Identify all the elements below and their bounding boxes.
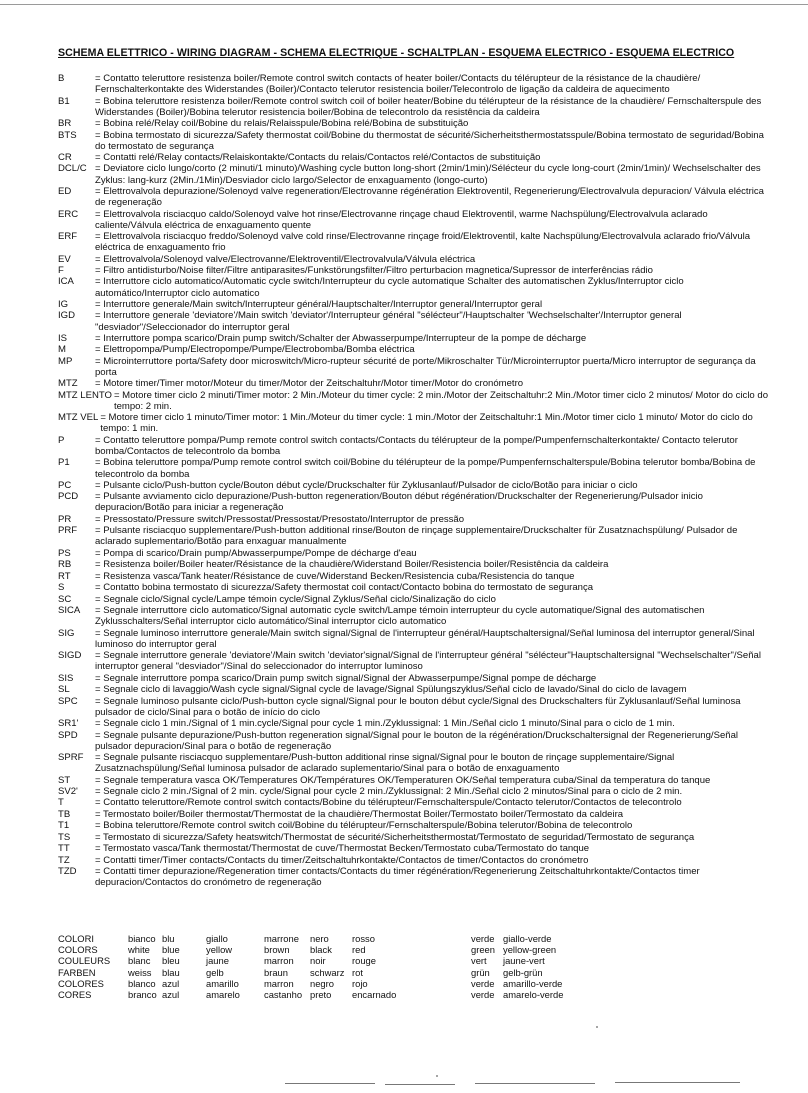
legend-code: SPD bbox=[58, 729, 78, 741]
legend-code: SC bbox=[58, 593, 72, 605]
legend-entry bbox=[58, 254, 770, 265]
legend-code: SV2' bbox=[58, 786, 78, 797]
legend-code: TZ bbox=[58, 854, 70, 866]
legend-code: ED bbox=[58, 186, 72, 197]
color-name: rosso bbox=[352, 933, 375, 944]
legend-entry bbox=[58, 650, 770, 672]
legend-entry bbox=[58, 673, 770, 684]
legend-code: TS bbox=[58, 831, 71, 843]
color-name: brown bbox=[264, 944, 290, 956]
legend-entry bbox=[58, 605, 770, 627]
legend-description: = Interruttore pompa scarico/Drain pump switch/Schalter der Abwasserpumpe/Interrupteur de la pompe de décharge bbox=[95, 332, 587, 344]
legend-description: = Segnale temperatura vasca OK/Temperatures OK/Températures OK/Temperaturen OK/Señal temperatura cuba/Sinal da temperatura do tanque bbox=[95, 774, 711, 786]
legend-description: = Elettrovalvola risciacquo freddo/Solenoyd valve cold rinse/Electrovanne rinçage froid/Elektroventil, kalte Nachspülung/Electrovalvula aclarado frio/Válvula eléctrica de enxaguamento frio bbox=[95, 231, 751, 254]
legend-code: RT bbox=[58, 570, 71, 582]
color-name: blue bbox=[162, 944, 180, 956]
legend-description: = Elettrovalvola/Solenoyd valve/Electrovanne/Elektroventil/Electrovalvula/Válvula eléctrica bbox=[95, 253, 476, 265]
color-name: amarillo bbox=[206, 977, 239, 989]
legend-entry bbox=[58, 832, 770, 843]
legend-description: = Segnale luminoso pulsante ciclo/Push-button cycle signal/Signal pour le bouton début cycle/Signal des Druckschalters für Zyklusanlauf/Señal luminosa pulsador de ciclo/Sinal para o botão de início do ciclo bbox=[95, 695, 741, 718]
legend-code: BR bbox=[58, 118, 72, 130]
legend-entry bbox=[58, 344, 770, 355]
legend-entry bbox=[58, 310, 770, 332]
legend-entry bbox=[58, 186, 770, 208]
legend-code: SIG bbox=[58, 627, 75, 639]
legend-code: SIGD bbox=[58, 650, 82, 662]
legend-entry bbox=[58, 843, 770, 854]
color-name: green bbox=[471, 944, 495, 956]
legend-code: IS bbox=[58, 332, 68, 344]
legend-code: PCD bbox=[58, 491, 79, 503]
legend-entry bbox=[58, 809, 770, 820]
legend-description: = Microinterruttore porta/Safety door microswitch/Micro-rupteur sécurité de porte/Mikroschalter Tür/Microinterruptor puerta/Micro interruptor de segurança da porta bbox=[95, 355, 756, 378]
color-name: azul bbox=[162, 977, 180, 989]
legend-code: MTZ LENTO bbox=[58, 389, 112, 401]
color-name: blanco bbox=[128, 977, 156, 989]
legend-description: = Filtro antidisturbo/Noise filter/Filtre antiparasites/Funkstörungsfilter/Filtro perturbacion magnetica/Supressor de interferências rádio bbox=[95, 265, 653, 277]
legend-description: = Contatto teleruttore resistenza boiler/Remote control switch contacts of heater boiler/Contacts du télérupteur de la résistance de la chaudière/ Fernschalterkontakte des Widerstandes (Boiler)/Contacto telerutor resistencia boiler/Telecontrolo de ligação da caldeira de aquecimento bbox=[95, 73, 701, 96]
legend-code: SICA bbox=[58, 605, 81, 617]
legend-description: = Elettropompa/Pump/Electropompe/Pumpe/Electrobomba/Bomba eléctrica bbox=[95, 344, 415, 356]
legend-description: = Motore timer ciclo 1 minuto/Timer motor: 1 Min./Moteur du timer cycle: 1 min./Motor der Zeitschaltuhr:1 Min./Motor timer ciclo 1 minuto/ Motor do ciclo do tempo: 1 min. bbox=[100, 412, 753, 435]
color-name: preto bbox=[310, 989, 332, 1001]
legend-code: DCL/C bbox=[58, 163, 87, 175]
color-name: giallo-verde bbox=[503, 933, 552, 944]
color-name: rojo bbox=[352, 977, 368, 989]
legend-code: S bbox=[58, 582, 65, 594]
color-name: negro bbox=[310, 977, 334, 989]
legend-description: = Contatti timer depurazione/Regeneration timer contacts/Contacts du timer régénération/Regenerierung Zeitschaltuhrkontakte/Contactos timer depuracion/Contactos do cronómetro de regeneração bbox=[95, 866, 700, 889]
color-name: gelb bbox=[206, 966, 224, 978]
legend-entry bbox=[58, 514, 770, 525]
legend-description: = Segnale interruttore pompa scarico/Drain pump switch signal/Signal der Abwasserpumpe/Signal pompe de décharge bbox=[95, 672, 597, 684]
legend-entry bbox=[58, 209, 770, 231]
legend-description: = Contatto bobina termostato di sicurezza/Safety thermostat coil contact/Contacto bobina do termostato de segurança bbox=[95, 582, 594, 594]
legend-entry bbox=[58, 491, 770, 513]
color-name: white bbox=[128, 944, 150, 956]
legend-code: M bbox=[58, 344, 66, 356]
color-row bbox=[58, 944, 583, 955]
legend-code: P1 bbox=[58, 457, 70, 469]
legend-description: = Pulsante avviamento ciclo depurazione/Push-button regeneration/Bouton début régénération/Druckschalter der Regenerierung/Pulsador inicio depuracion/Botão para iniciar a regeneração bbox=[95, 491, 703, 514]
wire-colors-table bbox=[58, 933, 583, 1000]
wiring-legend bbox=[58, 73, 770, 889]
legend-entry bbox=[58, 356, 770, 378]
color-name: verde bbox=[471, 933, 495, 944]
legend-description: = Interruttore ciclo automatico/Automatic cycle switch/Interrupteur du cycle automatique Schalter des automatischen Zyklus/Interruptor ciclo automático/Interruptor ciclo automatico bbox=[95, 276, 684, 299]
legend-description: = Elettrovalvola risciacquo caldo/Solenoyd valve hot rinse/Electrovanne rinçage chaud Elektroventil, warme Nachspülung/Electrovalvula aclarado caliente/Válvula eléctrica de enxaguamento quente bbox=[95, 208, 708, 231]
legend-entry bbox=[58, 480, 770, 491]
legend-description: = Bobina termostato di sicurezza/Safety thermostat coil/Bobine du thermostat de sécurité/Sicherheitsthermostatsspule/Bobina termostato de seguridad/Bobina do termostato de segurança bbox=[95, 129, 764, 152]
legend-description: = Segnale ciclo 2 min./Signal of 2 min. cycle/Signal pour cycle 2 min./Zyklussignal: 2 Min./Señal ciclo 2 minutos/Sinal para o ciclo de 2 min. bbox=[95, 786, 683, 797]
legend-description: = Resistenza boiler/Boiler heater/Résistance de la chaudière/Widerstand Boiler/Resistencia boiler/Resistência da caldeira bbox=[95, 559, 609, 571]
scan-dot bbox=[596, 1026, 598, 1028]
legend-code: T bbox=[58, 797, 64, 809]
color-language-label: COLORS bbox=[58, 944, 98, 956]
legend-code: MTZ VEL bbox=[58, 412, 99, 424]
legend-code: TT bbox=[58, 843, 70, 855]
legend-description: = Bobina relé/Relay coil/Bobine du relais/Relaisspule/Bobina relé/Bobina de substituição bbox=[95, 118, 469, 130]
legend-entry bbox=[58, 333, 770, 344]
legend-entry bbox=[58, 412, 770, 434]
legend-description: = Deviatore ciclo lungo/corto (2 minuti/1 minuto)/Washing cycle button long-short (2min/1min)/Sélécteur du cycle long-court (2min/1min)/ Wechselschalter des Zyklus: lang-kurz (2Min./1Min)/Desviador ciclo largo/Selector de enxaguamento (longo-curto) bbox=[95, 163, 761, 186]
color-name: giallo bbox=[206, 933, 228, 944]
page-title: SCHEMA ELETTRICO - WIRING DIAGRAM - SCHEMA ELECTRIQUE - SCHALTPLAN - ESQUEMA ELECTRICO - ESQUEMA ELECTRICO bbox=[58, 47, 735, 59]
color-name: gelb-grün bbox=[503, 966, 543, 978]
legend-description: = Segnale pulsante depurazione/Push-button regeneration signal/Signal pour le bouton de la régénération/Druckschaltersignal der Regenerierung/Señal pulsador depuracion/Sinal para o botão de regeneração bbox=[95, 729, 738, 752]
color-name: yellow-green bbox=[503, 944, 557, 956]
legend-code: BTS bbox=[58, 129, 77, 141]
legend-code: ERF bbox=[58, 231, 78, 243]
color-name: grün bbox=[471, 966, 490, 978]
legend-entry bbox=[58, 130, 770, 152]
legend-entry bbox=[58, 582, 770, 593]
legend-code: PC bbox=[58, 479, 72, 491]
legend-entry bbox=[58, 797, 770, 808]
legend-description: = Bobina teleruttore pompa/Pump remote control switch coil/Bobine du télérupteur de la pompe/Pumpenfernschalterspule/Bobina telerutor bomba/Bobina de telecontrolo da bomba bbox=[95, 457, 756, 480]
legend-description: = Pompa di scarico/Drain pump/Abwasserpumpe/Pompe de décharge d'eau bbox=[95, 547, 417, 559]
color-name: blau bbox=[162, 966, 180, 978]
legend-entry bbox=[58, 378, 770, 389]
legend-entry bbox=[58, 73, 770, 95]
legend-description: = Pulsante ciclo/Push-button cycle/Bouton début cycle/Druckschalter für Zyklusanlauf/Pulsador de ciclo/Botão para iniciar o ciclo bbox=[95, 479, 638, 491]
legend-code: F bbox=[58, 265, 64, 277]
legend-description: = Segnale ciclo/Signal cycle/Lampe témoin cycle/Signal Zyklus/Señal ciclo/Sinalização do ciclo bbox=[95, 593, 496, 605]
color-language-label: COULEURS bbox=[58, 955, 111, 967]
legend-entry bbox=[58, 525, 770, 547]
color-row bbox=[58, 978, 583, 989]
color-name: yellow bbox=[206, 944, 233, 956]
legend-entry bbox=[58, 390, 770, 412]
legend-code: SL bbox=[58, 684, 70, 696]
legend-entry bbox=[58, 276, 770, 298]
legend-description: = Termostato boiler/Boiler thermostat/Thermostat de la chaudière/Thermostat Boiler/Termostato boiler/Termostato da caldeira bbox=[95, 808, 624, 820]
legend-description: = Resistenza vasca/Tank heater/Résistance de cuve/Widerstand Becken/Resistencia cuba/Resistencia do tanque bbox=[95, 570, 575, 582]
color-name: rot bbox=[352, 966, 363, 978]
legend-code: EV bbox=[58, 253, 71, 265]
color-name: branco bbox=[128, 989, 157, 1001]
legend-entry bbox=[58, 696, 770, 718]
legend-entry bbox=[58, 265, 770, 276]
color-row bbox=[58, 933, 583, 944]
legend-description: = Elettrovalvola depurazione/Solenoyd valve regeneration/Electrovanne régénération Elektroventil, Regenerierung/Electrovalvula depuracion/ Válvula eléctrica de regeneração bbox=[95, 186, 764, 209]
color-name: marrone bbox=[264, 933, 299, 944]
legend-entry bbox=[58, 163, 770, 185]
color-name: jaune-vert bbox=[503, 955, 545, 967]
legend-code: SPC bbox=[58, 695, 78, 707]
legend-code: SPRF bbox=[58, 752, 84, 764]
color-name: bleu bbox=[162, 955, 180, 967]
color-name: marron bbox=[264, 977, 294, 989]
legend-code: ICA bbox=[58, 276, 74, 288]
legend-entry bbox=[58, 118, 770, 129]
legend-entry bbox=[58, 231, 770, 253]
legend-entry bbox=[58, 786, 770, 797]
color-language-label: COLORI bbox=[58, 933, 94, 944]
legend-code: MP bbox=[58, 355, 73, 367]
legend-entry bbox=[58, 435, 770, 457]
legend-entry bbox=[58, 752, 770, 774]
scan-dot bbox=[436, 1075, 438, 1077]
legend-description: = Segnale luminoso interruttore generale/Main switch signal/Signal de l'interrupteur général/Hauptschaltersignal/Señal luminosa del interruptor general/Sinal luminoso do interruptor geral bbox=[95, 627, 755, 650]
color-name: amarillo-verde bbox=[503, 977, 563, 989]
color-name: schwarz bbox=[310, 966, 345, 978]
color-name: red bbox=[352, 944, 366, 956]
scan-bottom-marks bbox=[285, 1082, 745, 1086]
color-name: weiss bbox=[128, 966, 152, 978]
legend-entry bbox=[58, 628, 770, 650]
legend-code: IG bbox=[58, 299, 69, 310]
color-name: azul bbox=[162, 989, 180, 1001]
legend-entry bbox=[58, 684, 770, 695]
legend-description: = Pressostato/Pressure switch/Pressostat/Pressostat/Presostato/Interruptor de pressão bbox=[95, 513, 465, 525]
legend-code: SIS bbox=[58, 672, 74, 684]
legend-description: = Bobina teleruttore/Remote control switch coil/Bobine du télérupteur/Fernschalterspule/Bobina telerutor/Bobina de telecontrolo bbox=[95, 820, 633, 832]
color-name: marron bbox=[264, 955, 294, 967]
legend-entry bbox=[58, 299, 770, 310]
legend-code: SR1' bbox=[58, 718, 79, 730]
legend-description: = Contatto teleruttore pompa/Pump remote control switch contacts/Contacts du télérupteur de la pompe/Pumpenfernschalterkontakte/ Contacto telerutor bomba/Contactos de telecontrolo da bomba bbox=[95, 434, 738, 457]
legend-entry bbox=[58, 775, 770, 786]
legend-entry bbox=[58, 855, 770, 866]
legend-entry bbox=[58, 571, 770, 582]
color-name: vert bbox=[471, 955, 487, 967]
legend-code: PR bbox=[58, 513, 72, 525]
legend-description: = Pulsante risciacquo supplementare/Push-button additional rinse/Bouton de rinçage supplementaire/Druckschalter für Zusatznachspülung/ Pulsador de aclarado suplementario/Botão para enxaguar manualmente bbox=[95, 525, 738, 548]
legend-entry bbox=[58, 457, 770, 479]
legend-description: = Termostato vasca/Tank thermostat/Thermostat de cuve/Thermostat Becken/Termostato cuba/Termostato do tanque bbox=[95, 843, 590, 855]
color-name: black bbox=[310, 944, 332, 956]
color-name: rouge bbox=[352, 955, 376, 967]
legend-description: = Contatti relé/Relay contacts/Relaiskontakte/Contacts du relais/Contactos relé/Contactos de substituição bbox=[95, 152, 541, 164]
color-name: braun bbox=[264, 966, 288, 978]
legend-description: = Interruttore generale 'deviatore'/Main switch 'deviator'/Interrupteur général "sélécteur"/Hauptschalter 'Wechselschalter'/Interruptor general "desviador"/Seleccionador do interruptor geral bbox=[95, 310, 682, 333]
scan-edge-line bbox=[0, 4, 808, 5]
legend-code: TB bbox=[58, 808, 71, 820]
legend-entry bbox=[58, 730, 770, 752]
legend-entry bbox=[58, 548, 770, 559]
color-name: amarelo-verde bbox=[503, 989, 564, 1001]
legend-description: = Segnale interruttore ciclo automatico/Signal automatic cycle switch/Lampe témoin interrupteur du cycle automatique/Signal des automatischen Zyklusschalters/Señal interruptor ciclo automático/Sinal interruptor ciclo automatico bbox=[95, 605, 705, 628]
color-name: blanc bbox=[128, 955, 151, 967]
legend-description: = Interruttore generale/Main switch/Interrupteur général/Hauptschalter/Interruptor general/Interruptor geral bbox=[95, 299, 543, 310]
legend-code: ST bbox=[58, 774, 71, 786]
legend-code: ERC bbox=[58, 208, 79, 220]
color-row bbox=[58, 967, 583, 978]
color-name: blu bbox=[162, 933, 175, 944]
color-language-label: FARBEN bbox=[58, 966, 96, 978]
color-name: verde bbox=[471, 989, 495, 1001]
legend-entry bbox=[58, 96, 770, 118]
color-row bbox=[58, 989, 583, 1000]
color-name: verde bbox=[471, 977, 495, 989]
legend-entry bbox=[58, 866, 770, 888]
color-name: amarelo bbox=[206, 989, 240, 1001]
legend-description: = Segnale ciclo di lavaggio/Wash cycle signal/Signal cycle de lavage/Signal Spülungszyklus/Señal ciclo de lavado/Sinal do ciclo de lavagem bbox=[95, 684, 687, 696]
color-name: nero bbox=[310, 933, 329, 944]
legend-code: P bbox=[58, 434, 65, 446]
legend-description: = Bobina teleruttore resistenza boiler/Remote control switch coil of boiler heater/Bobine du télérupteur de la résistance de la chaudière/ Fernschalterspule des Widerstandes (Boiler)/Bobina telerutor resistencia boiler/Bobina de telecontrolo da resistência da caldeira bbox=[95, 95, 762, 118]
legend-code: B1 bbox=[58, 95, 70, 107]
color-language-label: CORES bbox=[58, 989, 92, 1001]
legend-code: CR bbox=[58, 152, 72, 164]
color-name: jaune bbox=[206, 955, 229, 967]
legend-description: = Motore timer ciclo 2 minuti/Timer motor: 2 Min./Moteur du timer cycle: 2 min./Motor der Zeitschaltuhr:2 Min./Motor timer ciclo 2 minutos/ Motor do ciclo do tempo: 2 min. bbox=[113, 389, 769, 412]
legend-code: MTZ bbox=[58, 378, 78, 390]
color-name: noir bbox=[310, 955, 326, 967]
legend-code: PS bbox=[58, 547, 71, 559]
legend-code: T1 bbox=[58, 820, 70, 832]
legend-description: = Segnale pulsante risciacquo supplementare/Push-button additional rinse signal/Signal pour le bouton de rinçage supplementaire/Signal Zusatznachspülung/Señal luminosa pulsador de aclarado suplementario/Sinal para o botão de enxaguamento bbox=[95, 752, 675, 775]
legend-code: B bbox=[58, 73, 65, 84]
legend-entry bbox=[58, 559, 770, 570]
legend-code: RB bbox=[58, 559, 72, 571]
legend-description: = Segnale ciclo 1 min./Signal of 1 min.cycle/Signal pour cycle 1 min./Zyklussignal: 1 Min./Señal ciclo 1 minuto/Sinal para o ciclo de 1 min. bbox=[95, 718, 675, 730]
legend-entry bbox=[58, 594, 770, 605]
color-name: encarnado bbox=[352, 989, 397, 1001]
legend-entry bbox=[58, 820, 770, 831]
legend-description: = Contatti timer/Timer contacts/Contacts du timer/Zeitschaltuhrkontakte/Contactos de timer/Contactos do cronómetro bbox=[95, 854, 589, 866]
legend-description: = Motore timer/Timer motor/Moteur du timer/Motor der Zeitschaltuhr/Motor timer/Motor do cronómetro bbox=[95, 378, 524, 390]
color-name: bianco bbox=[128, 933, 156, 944]
legend-code: TZD bbox=[58, 866, 77, 878]
legend-entry bbox=[58, 718, 770, 729]
legend-code: PRF bbox=[58, 525, 78, 537]
legend-description: = Segnale interruttore generale 'deviatore'/Main switch 'deviator'signal/Signal de l'interrupteur général "sélécteur"Hauptschaltersignal "Wechselschalter"/Señal interruptor general "desviador"/Sinal do seleccionador do interruptor luminoso bbox=[95, 650, 761, 673]
legend-description: = Contatto teleruttore/Remote control switch contacts/Bobine du télérupteur/Fernschalterspule/Contacto telerutor/Contactos de telecontrolo bbox=[95, 797, 682, 809]
color-name: castanho bbox=[264, 989, 303, 1001]
legend-entry bbox=[58, 152, 770, 163]
color-row bbox=[58, 955, 583, 966]
legend-description: = Termostato di sicurezza/Safety heatswitch/Thermostat de sécurité/Sicherheitsthermostat/Termostato de seguridad/Termostato de segurança bbox=[95, 831, 695, 843]
color-language-label: COLORES bbox=[58, 977, 104, 989]
legend-code: IGD bbox=[58, 310, 75, 322]
